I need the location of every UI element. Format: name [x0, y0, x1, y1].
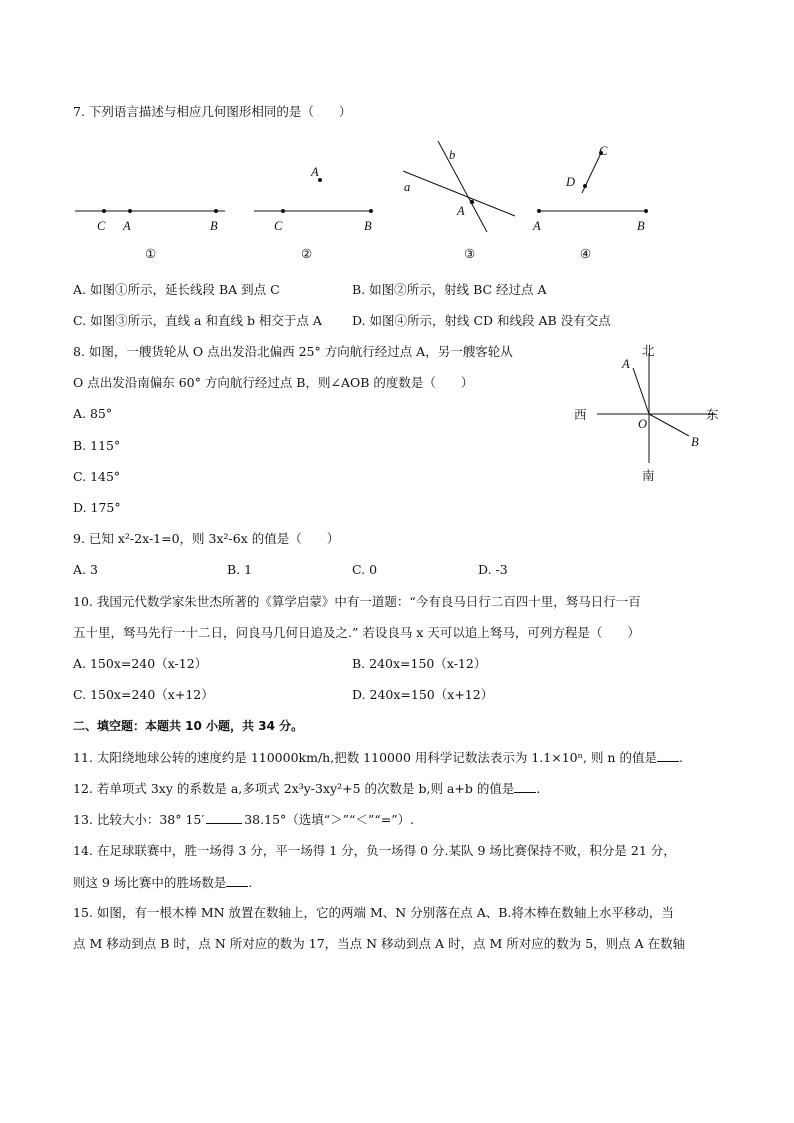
q9-option-d: D. -3 [478, 562, 508, 577]
compass-west: 西 [574, 407, 587, 422]
q7-stem: 7. 下列语言描述与相应几何图形相同的是（ ） [73, 104, 352, 119]
fig2-label-c: C [274, 219, 283, 233]
q8-stem-line1: 8. 如图，一艘货轮从 O 点出发沿北偏西 25° 方向航行经过点 A，另一艘客轮从 [73, 344, 513, 359]
q13-text-a: 13. 比较大小：38° 15′ [73, 812, 205, 827]
q13-text-b: 38.15°（选填“＞”“＜”“=”）. [244, 812, 415, 827]
section-heading-fill-in: 二、填空题：本题共 10 小题，共 34 分。 [73, 719, 304, 733]
compass-label-o: O [638, 417, 648, 431]
fig1-number: ① [145, 247, 157, 261]
fig1-label-b: B [210, 219, 218, 233]
fig4-label-b: B [637, 219, 645, 233]
q7-option-b: B. 如图②所示，射线 BC 经过点 A [352, 282, 547, 297]
fig4-number: ④ [580, 247, 592, 261]
q7-figure-3 [403, 141, 515, 261]
fig4-label-d: D [566, 175, 576, 189]
fig3-label-b-line: b [449, 148, 456, 162]
q11-text: 11. 太阳绕地球公转的速度约是 110000km/h,把数 110000 用科学记数法表示为 1.1×10ⁿ, 则 n 的值是 [73, 750, 657, 765]
fig2-number: ② [301, 247, 313, 261]
q14-stem-line1: 14. 在足球联赛中，胜一场得 3 分，平一场得 1 分，负一场得 0 分.某队 9 场比赛保持不败，积分是 21 分， [73, 843, 676, 858]
q10-option-d: D. 240x=150（x+12） [352, 687, 494, 702]
q14-text: 则这 9 场比赛中的胜场数是 [73, 875, 227, 890]
q12-answer-blank[interactable] [514, 780, 536, 793]
q15-stem-line2: 点 M 移动到点 B 时，点 N 所对应的数为 17，当点 N 移动到点 A 时，点 M 所对应的数为 5，则点 A 在数轴 [73, 936, 686, 951]
q14-stem-line2: 则这 9 场比赛中的胜场数是 . [73, 875, 253, 890]
q12-text: 12. 若单项式 3xy 的系数是 a,多项式 2x³y-3xy²+5 的次数是 b,则 a+b 的值是 [73, 781, 515, 796]
compass-east: 东 [706, 407, 719, 422]
q8-stem-line2: O 点出发沿南偏东 60° 方向航行经过点 B，则∠AOB 的度数是（ ） [73, 375, 474, 390]
q9-option-a: A. 3 [73, 562, 98, 577]
q7-option-a: A. 如图①所示，延长线段 BA 到点 C [73, 282, 280, 297]
q8-option-b: B. 115° [73, 438, 121, 453]
q7-option-c: C. 如图③所示，直线 a 和直线 b 相交于点 A [73, 313, 322, 328]
fig4-label-c: C [599, 144, 608, 158]
q10-option-b: B. 240x=150（x-12） [352, 656, 487, 671]
q13-stem [73, 811, 414, 828]
fig1-label-a: A [123, 219, 131, 233]
q7-option-d: D. 如图④所示，射线 CD 和线段 AB 没有交点 [352, 313, 611, 328]
compass-south: 南 [642, 468, 655, 483]
q8-option-d: D. 175° [73, 500, 121, 515]
compass-label-a: A [622, 357, 630, 371]
compass-label-b: B [691, 435, 699, 449]
fig3-label-a-line: a [404, 180, 411, 194]
q12-stem: 12. 若单项式 3xy 的系数是 a,多项式 2x³y-3xy²+5 的次数是 b,则 a+b 的值是 . [73, 781, 541, 796]
q10-option-c: C. 150x=240（x+12） [73, 687, 214, 702]
fig2-label-a: A [311, 165, 319, 179]
q11-answer-blank[interactable] [657, 749, 679, 762]
fig1-label-c: C [97, 219, 106, 233]
q11-stem: 11. 太阳绕地球公转的速度约是 110000km/h,把数 110000 用科学记数法表示为 1.1×10ⁿ, 则 n 的值是 . [73, 750, 683, 765]
q8-compass-figure [565, 338, 745, 488]
q15-stem-line1: 15. 如图，有一根木棒 MN 放置在数轴上，它的两端 M、N 分别落在点 A、B.将木棒在数轴上水平移动，当 [73, 905, 674, 920]
compass-north: 北 [642, 343, 655, 358]
fig3-label-a-point: A [457, 204, 465, 218]
q13-answer-blank[interactable] [206, 811, 242, 824]
q8-option-c: C. 145° [73, 469, 121, 484]
fig2-label-b: B [364, 219, 372, 233]
q7-figure-2 [254, 165, 373, 261]
q10-stem-line2: 五十里，驽马先行一十二日，问良马几何日追及之.” 若设良马 x 天可以追上驽马，可列方程是（ ） [73, 625, 640, 640]
q7-figure-4 [532, 144, 648, 261]
q10-stem-line1: 10. 我国元代数学家朱世杰所著的《算学启蒙》中有一道题：“今有良马日行二百四十里，驽马日行一百 [73, 594, 641, 609]
q9-stem: 9. 已知 x²-2x-1=0，则 3x²-6x 的值是（ ） [73, 531, 340, 546]
q14-answer-blank[interactable] [226, 874, 248, 887]
q7-figure-1 [75, 209, 225, 261]
q10-option-a: A. 150x=240（x-12） [73, 656, 208, 671]
q9-option-c: C. 0 [352, 562, 378, 577]
q8-option-a: A. 85° [73, 406, 113, 421]
fig4-label-a: A [533, 219, 541, 233]
fig3-number: ③ [464, 247, 476, 261]
q7-figures [0, 138, 794, 268]
q9-option-b: B. 1 [227, 562, 253, 577]
